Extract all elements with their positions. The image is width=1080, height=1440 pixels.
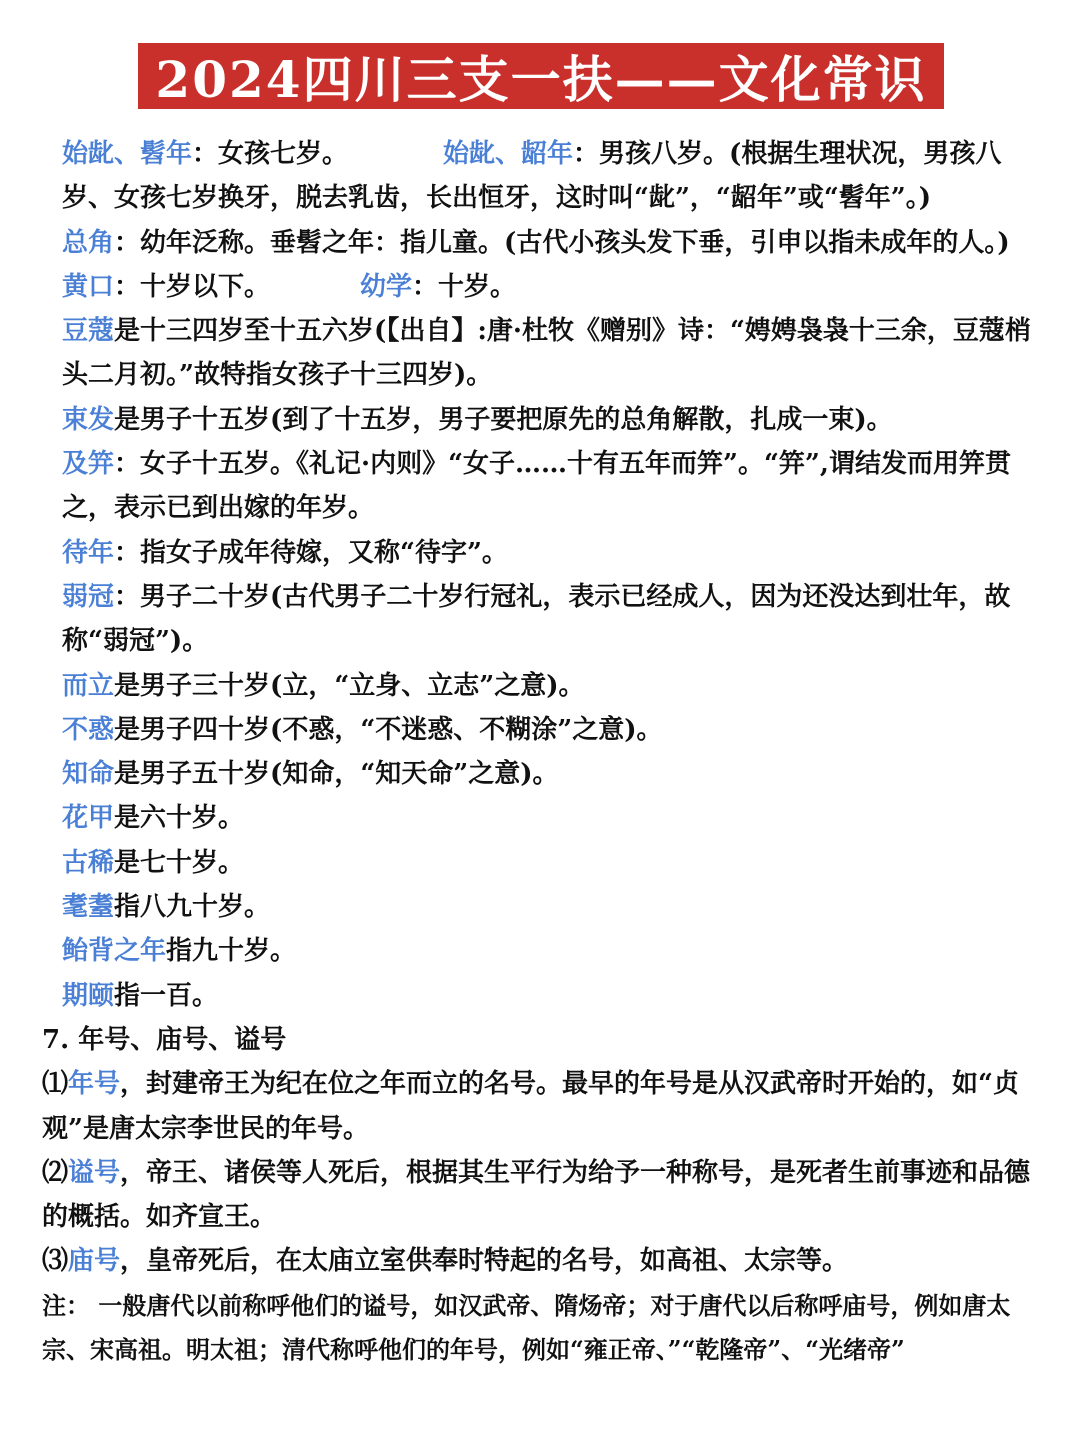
- term: 幼学: [360, 271, 413, 302]
- definition: 指一百。: [114, 980, 219, 1011]
- definition: 指九十岁。: [166, 936, 297, 967]
- definition: 是七十岁。: [114, 847, 245, 878]
- definition: ：指女子成年待嫁，又称“待字”。: [114, 537, 508, 568]
- para-number: ⑵: [42, 1157, 69, 1188]
- term: 黄口: [62, 271, 115, 302]
- definition: ：幼年泛称。垂髫之年：指儿童。(古代小孩头发下垂，引申以指未成年的人。): [114, 227, 1010, 258]
- title-banner: [138, 43, 944, 109]
- article-body: [42, 132, 1042, 1372]
- entry-taibei: [42, 929, 1042, 973]
- term: 花甲: [62, 803, 115, 834]
- entry-huangkou: [42, 265, 1042, 309]
- term: 期颐: [62, 980, 115, 1011]
- definition: ，帝王、诸侯等人死后，根据其生平行为给予一种称号，是死者生前事迹和品德的概括。如齐宣王。: [42, 1157, 1031, 1233]
- entry-zongjiao: [42, 221, 1042, 265]
- term: 豆蔻: [62, 316, 115, 347]
- entry-zhiming: [42, 752, 1042, 796]
- note: 注： 一般唐代以前称呼他们的谥号，如汉武帝、隋炀帝；对于唐代以后称呼庙号，例如唐太宗、宋高祖。明太祖；清代称呼他们的年号，例如“雍正帝、”“乾隆帝”、“光绪帝”: [42, 1290, 1011, 1364]
- entry-shichen: [42, 132, 1042, 221]
- definition: 指八九十岁。: [114, 892, 271, 923]
- term: 不惑: [62, 714, 115, 745]
- para-number: ⑶: [42, 1246, 69, 1277]
- entry-jiji: [42, 442, 1042, 531]
- definition: ：男子二十岁(古代男子二十岁行冠礼，表示已经成人，因为还没达到壮年，故称“弱冠”)。: [62, 581, 1011, 657]
- section-heading: 7. 年号、庙号、谥号: [42, 1024, 287, 1055]
- para-number: ⑴: [42, 1069, 69, 1100]
- term: 庙号: [68, 1246, 121, 1277]
- entry-doukou: [42, 309, 1042, 398]
- term: 年号: [68, 1069, 121, 1100]
- entry-maodie: [42, 885, 1042, 929]
- definition: ，皇帝死后，在太庙立室供奉时特起的名号，如高祖、太宗等。: [120, 1246, 849, 1277]
- definition: ：女孩七岁。: [192, 139, 349, 169]
- term: 始龀、龆年: [443, 139, 574, 169]
- definition: 是十三四岁至十五六岁(【出自】:唐·杜牧《赠别》诗：“娉娉袅袅十三余，豆蔻梢头二月初。”故特指女孩子十三四岁)。: [62, 316, 1031, 391]
- entry-ruoguan: [42, 575, 1042, 664]
- para-miaohao: [42, 1239, 1042, 1283]
- entry-shufa: [42, 398, 1042, 442]
- term: 谥号: [68, 1157, 121, 1188]
- term: 待年: [62, 537, 115, 568]
- definition: 是六十岁。: [114, 803, 245, 834]
- para-shihao: [42, 1151, 1042, 1240]
- entry-erli: [42, 664, 1042, 708]
- term: 及笄: [62, 449, 115, 480]
- page-title: 2024四川三支一扶——文化常识: [155, 50, 927, 109]
- entry-qiyi: [42, 974, 1042, 1018]
- term: 始龀、髫年: [62, 139, 193, 169]
- term: 古稀: [62, 847, 115, 878]
- entry-dainian: [42, 531, 1042, 575]
- definition: ，封建帝王为纪在位之年而立的名号。最早的年号是从汉武帝时开始的，如“贞观”是唐太宗李世民的年号。: [42, 1069, 1019, 1144]
- definition: ：女子十五岁。《礼记·内则》“女子……十有五年而笄”。“笄”,谓结发而用笄贯之，表示已到出嫁的年岁。: [62, 449, 1011, 524]
- entry-buhuo: [42, 708, 1042, 752]
- definition: ：十岁以下。: [114, 271, 271, 302]
- para-nianhao: [42, 1062, 1042, 1151]
- term: 总角: [62, 227, 115, 258]
- definition: 是男子五十岁(知命，“知天命”之意)。: [114, 759, 559, 790]
- entry-huajia: [42, 796, 1042, 840]
- term: 耄耋: [62, 892, 115, 923]
- term: 而立: [62, 670, 115, 701]
- definition: 是男子四十岁(不惑，“不迷惑、不糊涂”之意)。: [114, 714, 663, 745]
- entry-guxi: [42, 841, 1042, 885]
- definition: 是男子十五岁(到了十五岁，男子要把原先的总角解散，扎成一束)。: [114, 404, 893, 435]
- term: 知命: [62, 759, 115, 790]
- definition: ：十岁。: [412, 271, 517, 302]
- term: 束发: [62, 404, 115, 435]
- term: 弱冠: [62, 581, 115, 612]
- definition: ：男孩八岁。(根据生理状况，男孩八岁、女孩七岁换牙，脱去乳齿，长出恒牙，这时叫“龀”，“龆年”或“髫年”。): [62, 139, 1002, 214]
- term: 鲐背之年: [62, 936, 167, 967]
- definition: 是男子三十岁(立，“立身、立志”之意)。: [114, 670, 585, 701]
